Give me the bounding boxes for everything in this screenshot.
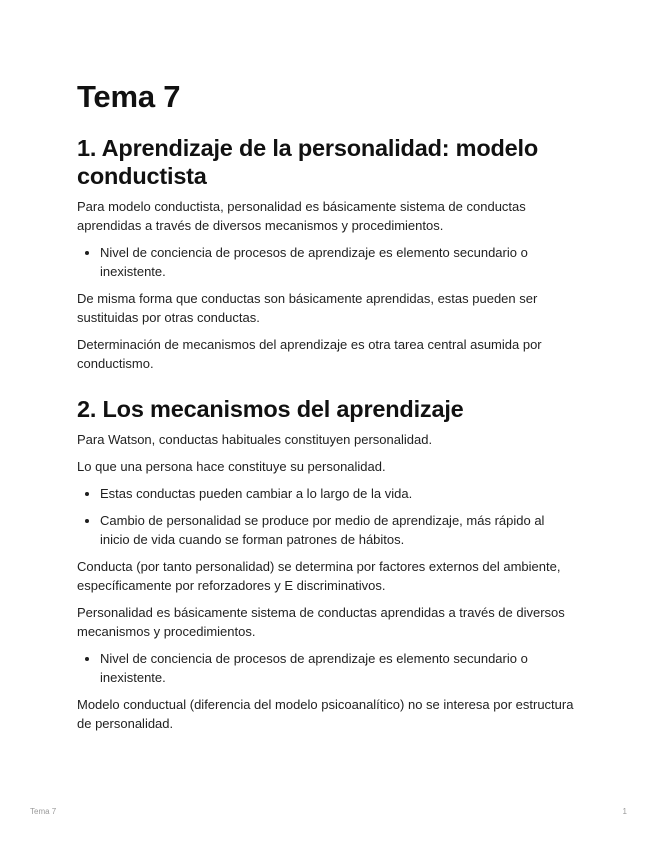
section-1-paragraph-3: Determinación de mecanismos del aprendizaje es otra tarea central asumida por conductismo. xyxy=(77,337,542,371)
list-item: • Nivel de conciencia de procesos de aprendizaje es elemento secundario o inexistente. xyxy=(100,243,577,281)
section-1-paragraph-2: De misma forma que conductas son básicamente aprendidas, estas pueden ser sustituidas por otras conductas. xyxy=(77,291,538,325)
section-1-paragraph-1: Para modelo conductista, personalidad es básicamente sistema de conductas aprendidas a través de diversos mecanismos y procedimientos. xyxy=(77,199,526,233)
list-item: • Estas conductas pueden cambiar a lo largo de la vida. xyxy=(100,484,577,503)
footer-page-number: 1 xyxy=(622,807,627,816)
section-2-bullet-list-1 xyxy=(77,484,577,549)
section-1-heading: 1. Aprendizaje de la personalidad: modelo conductista xyxy=(77,135,539,189)
section-2-paragraph-4: Personalidad es básicamente sistema de conductas aprendidas a través de diversos mecanismos y procedimientos. xyxy=(77,605,565,639)
list-item: • Cambio de personalidad se produce por medio de aprendizaje, más rápido al inicio de vida cuando se forman patrones de hábitos. xyxy=(100,511,577,549)
section-2-paragraph-3: Conducta (por tanto personalidad) se determina por factores externos del ambiente, específicamente por reforzadores y E discriminativos. xyxy=(77,559,561,593)
list-item: • Nivel de conciencia de procesos de aprendizaje es elemento secundario o inexistente. xyxy=(100,649,577,687)
document-body xyxy=(77,78,577,741)
section-1-bullet-list xyxy=(77,243,577,281)
page-title: Tema 7 xyxy=(77,79,181,114)
section-2-paragraph-1: Para Watson, conductas habituales constituyen personalidad. xyxy=(77,432,433,447)
section-2-paragraph-5: Modelo conductual (diferencia del modelo psicoanalítico) no se interesa por estructura de personalidad. xyxy=(77,697,574,731)
section-2-bullet-list-2 xyxy=(77,649,577,687)
footer-document-title: Tema 7 xyxy=(30,807,57,816)
section-2-paragraph-2: Lo que una persona hace constituye su personalidad. xyxy=(77,459,386,474)
section-2-heading: 2. Los mecanismos del aprendizaje xyxy=(77,396,464,422)
